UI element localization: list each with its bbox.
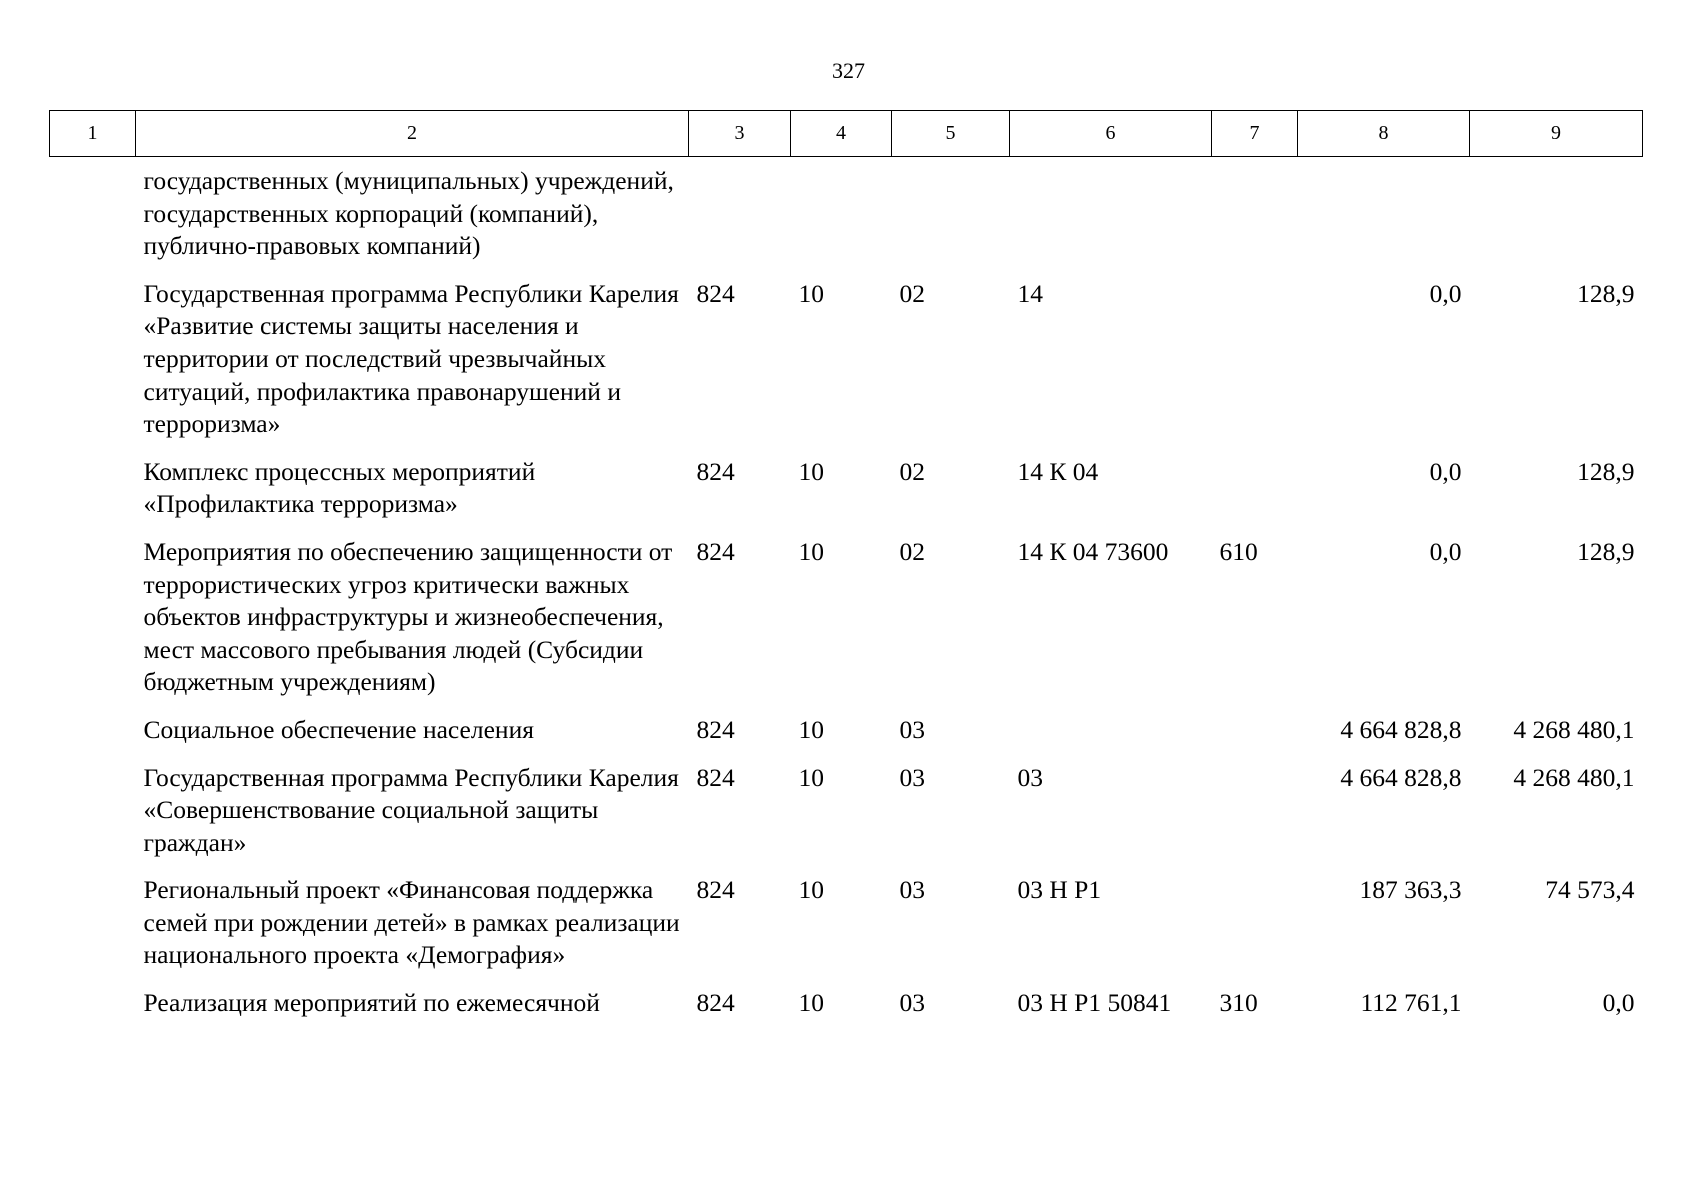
- column-header: 9: [1470, 111, 1643, 157]
- cell-col4: 10: [798, 988, 824, 1018]
- cell-col7: 610: [1219, 536, 1258, 566]
- cell-col7: [1212, 441, 1298, 521]
- cell-col7: [1212, 157, 1298, 263]
- cell-col5: 03: [899, 875, 925, 905]
- column-header: 1: [50, 111, 136, 157]
- cell-col7: [1212, 859, 1298, 972]
- cell-name: Мероприятия по обеспечению защищенности от террористических угроз критически важных объектов инфраструктуры и жизнеобеспечения, мест массового пребывания людей (Субсидии бюджетным учреждениям): [143, 536, 673, 697]
- cell-col8: 187 363,3: [1359, 875, 1462, 905]
- table-row: [50, 441, 1643, 521]
- cell-col4: [791, 157, 892, 263]
- cell-col9: 128,9: [1577, 278, 1635, 308]
- cell-col6: 14: [1017, 278, 1043, 308]
- cell-col1: [50, 859, 136, 972]
- cell-col5: 02: [899, 456, 925, 486]
- budget-table: [49, 110, 1643, 1020]
- cell-col8: 0,0: [1429, 278, 1462, 308]
- cell-col8: [1298, 157, 1470, 263]
- cell-col6: 03 Н Р1: [1017, 875, 1102, 905]
- table-row: [50, 859, 1643, 972]
- cell-col3: 824: [696, 988, 735, 1018]
- table-row: [50, 747, 1643, 860]
- cell-col6: [1010, 699, 1212, 747]
- cell-name: Комплекс процессных мероприятий «Профилактика терроризма»: [143, 456, 536, 519]
- cell-col8: 4 664 828,8: [1340, 762, 1462, 792]
- column-header: 8: [1298, 111, 1470, 157]
- cell-col4: 10: [798, 875, 824, 905]
- table-row: [50, 263, 1643, 441]
- cell-col5: 03: [899, 988, 925, 1018]
- cell-col3: 824: [696, 278, 735, 308]
- cell-col3: 824: [696, 714, 735, 744]
- cell-name: Государственная программа Республики Карелия «Развитие системы защиты населения и территории от последствий чрезвычайных ситуаций, профилактика правонарушений и терроризма»: [143, 278, 679, 439]
- cell-col7: [1212, 747, 1298, 860]
- cell-col5: 02: [899, 536, 925, 566]
- cell-col1: [50, 699, 136, 747]
- cell-col6: 14 К 04 73600: [1017, 536, 1169, 566]
- cell-col4: 10: [798, 278, 824, 308]
- cell-col9: 128,9: [1577, 536, 1635, 566]
- cell-col6: 03: [1017, 762, 1043, 792]
- cell-col3: 824: [696, 875, 735, 905]
- column-header: 6: [1010, 111, 1212, 157]
- page-number: 327: [832, 58, 865, 83]
- cell-col3: 824: [696, 536, 735, 566]
- cell-col8: 4 664 828,8: [1340, 714, 1462, 744]
- column-header: 2: [136, 111, 689, 157]
- column-header: 5: [892, 111, 1010, 157]
- cell-col1: [50, 972, 136, 1020]
- cell-col1: [50, 441, 136, 521]
- cell-col8: 0,0: [1429, 536, 1462, 566]
- cell-name: Региональный проект «Финансовая поддержка семей при рождении детей» в рамках реализации национального проекта «Демография»: [143, 875, 680, 970]
- cell-col5: [892, 157, 1010, 263]
- cell-col8: 0,0: [1429, 456, 1462, 486]
- table-row: [50, 699, 1643, 747]
- column-header: 7: [1212, 111, 1298, 157]
- cell-name: государственных (муниципальных) учреждений, государственных корпораций (компаний), публично-правовых компаний): [143, 166, 674, 261]
- cell-col9: 4 268 480,1: [1513, 714, 1635, 744]
- cell-name: Реализация мероприятий по ежемесячной: [143, 988, 600, 1018]
- cell-name: Государственная программа Республики Карелия «Совершенствование социальной защиты граждан»: [143, 762, 679, 857]
- table-row: [50, 972, 1643, 1020]
- cell-col4: 10: [798, 762, 824, 792]
- table-row: [50, 521, 1643, 699]
- cell-col6: [1010, 157, 1212, 263]
- cell-col6: 14 К 04: [1017, 456, 1099, 486]
- table-header-row: [50, 111, 1643, 157]
- cell-col1: [50, 521, 136, 699]
- cell-col4: 10: [798, 714, 824, 744]
- column-header: 3: [689, 111, 791, 157]
- cell-col4: 10: [798, 456, 824, 486]
- cell-col3: 824: [696, 762, 735, 792]
- cell-col9: 74 573,4: [1545, 875, 1635, 905]
- cell-col1: [50, 263, 136, 441]
- cell-col9: 0,0: [1602, 988, 1635, 1018]
- cell-col5: 03: [899, 714, 925, 744]
- column-header: 4: [791, 111, 892, 157]
- cell-col5: 03: [899, 762, 925, 792]
- cell-col4: 10: [798, 536, 824, 566]
- cell-col1: [50, 747, 136, 860]
- cell-col3: 824: [696, 456, 735, 486]
- cell-col7: [1212, 699, 1298, 747]
- cell-col8: 112 761,1: [1360, 988, 1462, 1018]
- table-row: [50, 157, 1643, 263]
- cell-col7: [1212, 263, 1298, 441]
- cell-col9: 128,9: [1577, 456, 1635, 486]
- cell-col1: [50, 157, 136, 263]
- cell-col9: 4 268 480,1: [1513, 762, 1635, 792]
- cell-col7: 310: [1219, 988, 1258, 1018]
- cell-name: Социальное обеспечение населения: [143, 714, 534, 744]
- cell-col6: 03 Н Р1 50841: [1017, 988, 1172, 1018]
- cell-col9: [1470, 157, 1643, 263]
- cell-col5: 02: [899, 278, 925, 308]
- cell-col3: [689, 157, 791, 263]
